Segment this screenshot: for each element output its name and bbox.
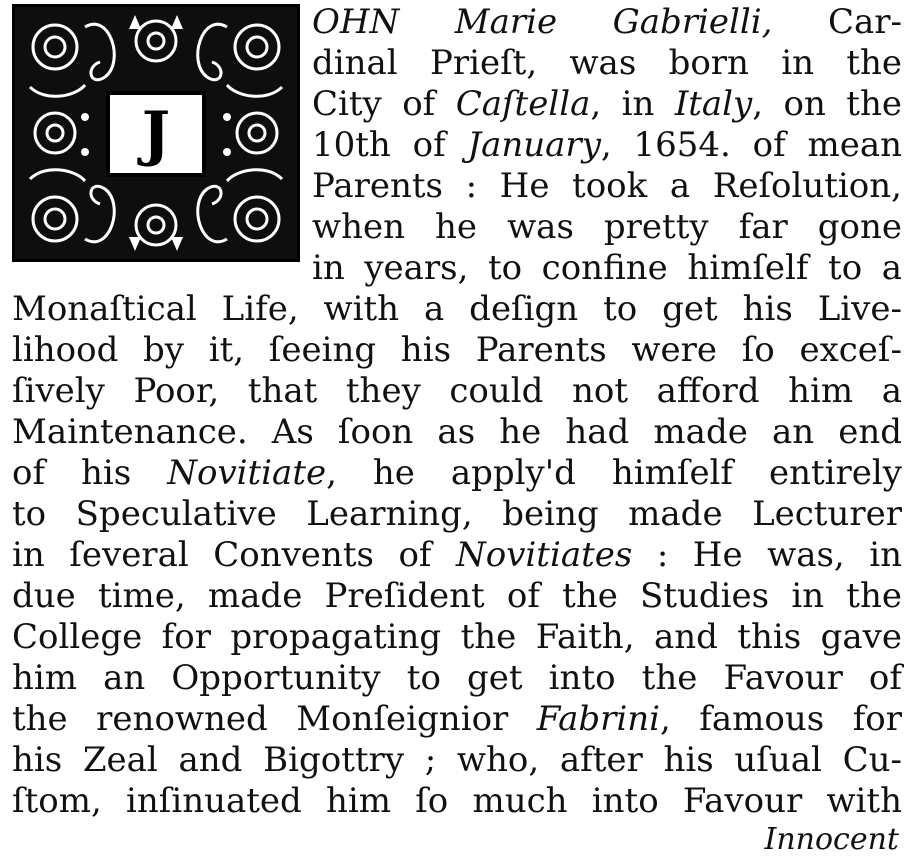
italic-text: Fabrini (536, 699, 661, 739)
text-line (312, 43, 902, 83)
text-segment: ſively Poor, that they could not afford him a (12, 371, 902, 411)
text-line (312, 207, 902, 247)
text-segment: lihood by it, ſeeing his Parents were ſo exceſ- (12, 330, 902, 370)
text-segment: College for propagating the Faith, and this gave (12, 617, 902, 657)
text-line (12, 781, 902, 821)
text-segment: , on the (752, 84, 902, 124)
text-line (312, 2, 902, 42)
text-line (312, 248, 902, 288)
text-segment: : He was, in (632, 535, 902, 575)
italic-text: Novitiate (167, 453, 327, 493)
text-line (12, 494, 902, 534)
text-line (12, 289, 902, 329)
italic-text: Caſtella (455, 84, 591, 124)
text-line (12, 371, 902, 411)
text-segment: him an Opportunity to get into the Favour of (12, 658, 902, 698)
text-line (12, 740, 902, 780)
text-line (12, 535, 902, 575)
text-line (12, 617, 902, 657)
text-segment: , famous for (660, 699, 903, 739)
initial-letter-frame (106, 91, 206, 177)
italic-text: OHN (312, 2, 400, 42)
text-segment: the renowned Monſeignior (12, 699, 537, 739)
text-line (12, 699, 902, 739)
text-segment: , he apply'd himſelf entirely (326, 453, 902, 493)
text-segment: of his (12, 453, 168, 493)
text-line (312, 84, 902, 124)
text-segment: Monaſtical Life, with a deſign to get his Live- (12, 289, 902, 329)
italic-text: January (467, 125, 601, 165)
text-segment: dinal Prieſt, was born in the (312, 43, 902, 83)
text-segment: City of (312, 84, 456, 124)
initial-letter: J (141, 99, 171, 169)
text-segment: to Speculative Learning, being made Lecturer (12, 494, 902, 534)
text-segment: in ſeveral Convents of (12, 535, 456, 575)
text-line (12, 330, 902, 370)
text-segment: due time, made Preſident of the Studies in the (12, 576, 902, 616)
text-segment: Car- (772, 2, 903, 42)
text-line (12, 412, 902, 452)
text-segment: Parents : He took a Reſolution, (312, 166, 902, 206)
text-segment: , 1654. of mean (600, 125, 902, 165)
text-segment: when he was pretty far gone (312, 207, 902, 247)
italic-text: Marie Gabrielli, (454, 2, 773, 42)
text-segment: Maintenance. As ſoon as he had made an end (12, 412, 902, 452)
text-segment: ſtom, inſinuated him ſo much into Favour with (12, 781, 902, 821)
text-line (12, 658, 902, 698)
text-line (312, 125, 902, 165)
decorated-initial (12, 4, 300, 262)
text-segment: his Zeal and Bigottry ; who, after his uſual Cu- (12, 740, 902, 780)
text-segment: in years, to confine himſelf to a (312, 248, 902, 288)
italic-text: Italy (674, 84, 753, 124)
text-line (12, 453, 902, 493)
text-line (312, 166, 902, 206)
text-line (12, 576, 902, 616)
text-segment (399, 2, 455, 42)
italic-text: Novitiates (456, 535, 633, 575)
text-segment: 10th of (312, 125, 468, 165)
text-segment: , in (590, 84, 675, 124)
catchword: Innocent (764, 822, 899, 857)
